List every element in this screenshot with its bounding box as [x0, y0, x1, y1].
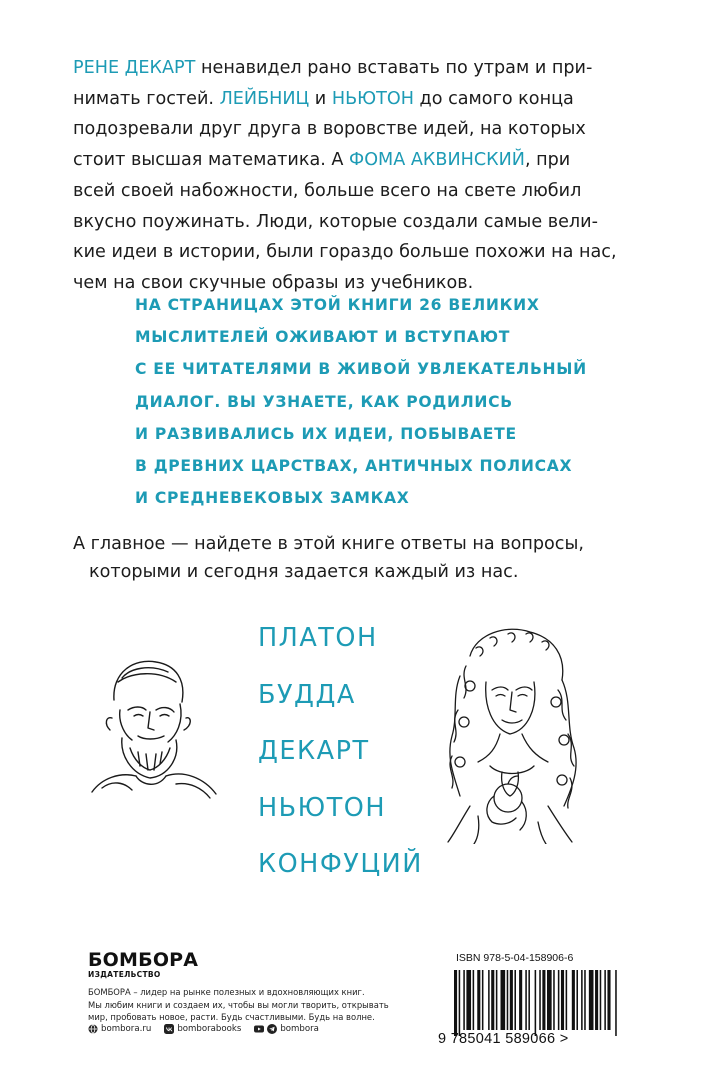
barcode-bar [510, 970, 513, 1030]
intro-line-7: кие идеи в истории, были гораздо больше похожи на нас, [73, 242, 617, 263]
barcode-bar [491, 970, 494, 1030]
barcode-bar [473, 970, 475, 1030]
intro-text: стоит высшая математика. А [73, 150, 350, 171]
blurb-line: Мы любим книги и создаем их, чтобы вы могли творить, открывать [88, 999, 389, 1010]
barcode-bar [542, 970, 545, 1030]
social-vk[interactable] [164, 1024, 241, 1034]
barcode-bar [466, 970, 471, 1030]
telegram-icon [267, 1024, 277, 1034]
blurb-line: мир, пробовать новое, расти. Будь счастливыми. Будь на волне. [88, 1012, 375, 1022]
thinkers-list [258, 618, 423, 901]
barcode-bar [572, 970, 575, 1030]
intro-line-1 [73, 53, 673, 84]
intro-text: до самого конца [413, 88, 574, 109]
name-aquinas: ФОМА АКВИНСКИЙ [349, 150, 525, 171]
publisher-brand: БОМБОРА [88, 949, 199, 971]
callout-line: И РАЗВИВАЛИСЬ ИХ ИДЕИ, ПОБЫВАЕТЕ [135, 424, 517, 443]
publisher-logo [88, 950, 198, 980]
intro-line-8: чем на свои скучные образы из учебников. [73, 272, 474, 293]
barcode-bar [581, 970, 583, 1030]
isbn-label: ISBN 978-5-04-158906-6 [456, 952, 574, 964]
barcode-bar [584, 970, 586, 1030]
plato-portrait [72, 652, 222, 800]
callout-block [135, 289, 695, 514]
social-web-label: bombora.ru [101, 1024, 152, 1034]
newton-portrait [430, 626, 588, 844]
barcode-bar [535, 970, 537, 1036]
barcode-bar [589, 970, 594, 1030]
barcode-bar [514, 970, 516, 1030]
barcode-bar [519, 970, 522, 1030]
barcode-bar [607, 970, 610, 1030]
callout-line: С ЕЕ ЧИТАТЕЛЯМИ В ЖИВОЙ УВЛЕКАТЕЛЬНЫЙ [135, 360, 587, 379]
barcode-bar [576, 970, 578, 1030]
name-newton: НЬЮТОН [331, 88, 414, 109]
summary-paragraph [73, 530, 584, 586]
blurb-line: БОМБОРА – лидер на рынке полезных и вдохновляющих книг. [88, 987, 365, 997]
barcode-bar [600, 970, 602, 1030]
barcode-bar [595, 970, 598, 1030]
youtube-icon [254, 1024, 264, 1034]
intro-text: нимать гостей. [73, 88, 220, 109]
thinker-name: ПЛАТОН [258, 623, 378, 653]
social-other[interactable] [254, 1024, 319, 1034]
barcode-bar [528, 970, 530, 1030]
thinker-name: БУДДА [258, 679, 356, 710]
intro-line-5: всей своей набожности, больше всего на свете любил [73, 180, 582, 201]
barcode-bar [459, 970, 461, 1036]
barcode-bar [477, 970, 480, 1030]
barcode-bar [525, 970, 527, 1030]
publisher-subtitle: ИЗДАТЕЛЬСТВО [88, 970, 161, 979]
social-vk-label: bomborabooks [177, 1024, 242, 1034]
barcode-digits: 9 785041 589066 > [438, 1031, 569, 1047]
barcode-bar [501, 970, 506, 1030]
barcode-bar [547, 970, 552, 1030]
barcode-bar [566, 970, 568, 1030]
barcode-bar [463, 970, 465, 1030]
name-leibniz: ЛЕЙБНИЦ [219, 88, 310, 109]
intro-text: , при [524, 150, 571, 171]
callout-line: И СРЕДНЕВЕКОВЫХ ЗАМКАХ [135, 489, 410, 508]
name-descartes: РЕНЕ ДЕКАРТ [73, 58, 196, 78]
intro-paragraph [73, 53, 673, 299]
callout-line: В ДРЕВНИХ ЦАРСТВАХ, АНТИЧНЫХ ПОЛИСАХ [135, 457, 573, 476]
publisher-blurb [88, 986, 389, 1024]
social-web[interactable] [88, 1024, 151, 1034]
barcode-bar [561, 970, 564, 1030]
intro-text: и [309, 88, 332, 109]
barcode-bar [558, 970, 560, 1030]
intro-line-2 [73, 84, 673, 115]
callout-line: ДИАЛОГ. ВЫ УЗНАЕТЕ, КАК РОДИЛИСЬ [135, 392, 513, 411]
summary-line: которыми и сегодня задается каждый из нас. [89, 562, 519, 582]
intro-line-6: вкусно поужинать. Люди, которые создали самые вели- [73, 211, 598, 232]
thinker-name: НЬЮТОН [258, 792, 387, 823]
vk-icon [164, 1024, 174, 1034]
globe-icon [88, 1024, 98, 1034]
barcode-bar [454, 970, 457, 1036]
barcode-bar [482, 970, 484, 1030]
social-links [88, 1024, 332, 1034]
callout-line: НА СТРАНИЦАХ ЭТОЙ КНИГИ 26 ВЕЛИКИХ [135, 296, 540, 314]
callout-line: МЫСЛИТЕЛЕЙ ОЖИВАЮТ И ВСТУПАЮТ [135, 328, 511, 347]
barcode-bar [539, 970, 541, 1030]
intro-line-3: подозревали друг друга в воровстве идей, на которых [73, 119, 586, 140]
thinker-name: ДЕКАРТ [258, 736, 370, 766]
barcode-bar [615, 970, 617, 1036]
social-other-label: bombora [280, 1024, 319, 1034]
barcode-bar [488, 970, 490, 1030]
barcode-bar [507, 970, 509, 1030]
barcode-bar [604, 970, 606, 1030]
intro-line-4 [73, 145, 673, 176]
barcode-bar [553, 970, 555, 1030]
summary-line: А главное — найдете в этой книге ответы на вопросы, [73, 534, 584, 554]
thinker-name: КОНФУЦИЙ [258, 849, 423, 879]
barcode-bar [496, 970, 498, 1030]
intro-text: ненавидел рано вставать по утрам и при- [195, 58, 593, 78]
